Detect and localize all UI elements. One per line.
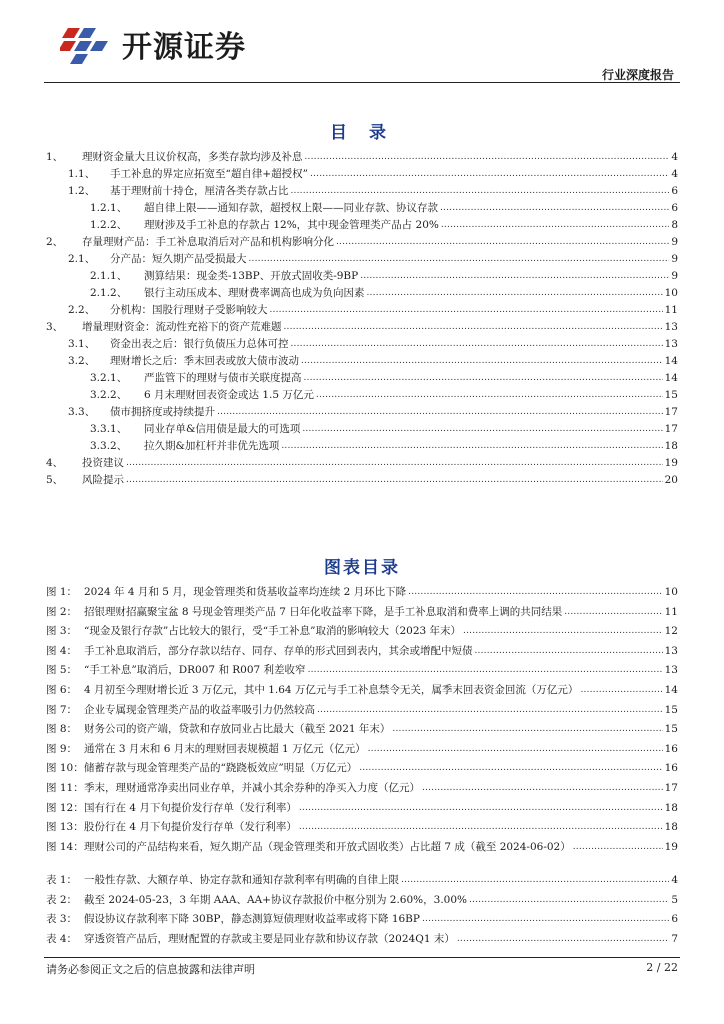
entry-page: 15 [664,389,678,401]
leader-dots [457,931,669,946]
entry-page: 13 [664,338,678,350]
logo-mark-icon [60,24,116,64]
page-indicator: 2 / 22 [646,961,678,974]
entry-number: 2.1、 [68,253,96,265]
entry-title: 增量理财资金：流动性充裕下的资产荒难题 [82,321,282,333]
toc-title: 目 录 [330,123,394,143]
entry-title: 银行主动压成本、理财费率调高也成为负向因素 [144,287,365,299]
figure-entry[interactable] [46,742,678,756]
entry-number: 2、 [46,236,64,248]
entry-title: 4 月初至今理财增长近 3 万亿元，其中 1.64 万亿元与手工补息禁令无关，属季末回表资金回流（万亿元） [84,684,579,696]
brand-name: 开源证券 [122,30,246,65]
entry-page: 13 [664,321,678,333]
leader-dots [308,662,663,677]
footer-divider [44,957,680,958]
leader-dots [291,183,670,198]
toc-entry[interactable] [68,167,678,181]
toc-entry[interactable] [68,252,678,266]
entry-number: 3.2.2、 [90,389,128,401]
leader-dots [392,721,662,736]
leader-dots [475,643,663,658]
leader-dots [336,234,669,249]
entry-number: 图 1： [46,586,78,598]
entry-page: 17 [664,782,678,794]
entry-page: 7 [671,932,678,945]
figure-entry[interactable] [46,722,678,736]
table-entry[interactable] [46,932,678,946]
entry-title: 同业存单&信用债是最大的可选项 [144,423,301,435]
entry-title: 基于理财前十持仓，厘清各类存款占比 [110,185,289,197]
entry-title: “现金及银行存款”占比较大的银行，受“手工补息”取消的影响较大（2023 年末） [84,625,462,638]
entry-page: 6 [671,185,678,197]
entry-page: 19 [664,457,678,469]
leader-dots [301,353,663,368]
entry-number: 表 4： [46,932,78,945]
entry-page: 15 [664,723,678,736]
leader-dots [317,702,663,717]
table-entry[interactable] [46,912,678,926]
entry-title: 储蓄存款与现金管理类产品的“跷跷板效应”明显（万亿元） [84,762,358,775]
entry-title: 存量理财产品：手工补息取消后对产品和机构影响分化 [82,236,334,248]
toc-entry[interactable] [68,337,678,351]
toc-entry[interactable] [90,388,678,402]
footer-disclaimer: 请务必参阅正文之后的信息披露和法律声明 [46,963,255,976]
entry-title: 超自律上限——通知存款，超授权上限——同业存款、协议存款 [144,202,438,214]
entry-number: 1.1、 [68,168,96,180]
leader-dots [422,911,669,926]
entry-number: 图 5： [46,664,78,677]
table-entry[interactable] [46,873,678,887]
entry-number: 3.3.2、 [90,440,128,452]
entry-title: 2024 年 4 月和 5 月，现金管理类和货基收益率均连续 2 月环比下降 [84,586,407,598]
entry-number: 图 9： [46,742,78,755]
leader-dots [299,819,663,834]
entry-page: 17 [664,406,678,418]
entry-title: 理财涉及手工补息的存款占 12%，其中现金管理类产品占 20% [144,219,439,231]
figure-entry[interactable] [46,624,678,638]
leader-dots [217,404,663,419]
toc-entry[interactable] [90,286,678,300]
brand-logo [60,22,246,66]
entry-title: 理财公司的产品结构来看，短久期产品（现金管理类和开放式固收类）占比超 7 成（截至 2024-06-02） [84,840,571,853]
entry-page: 19 [664,840,678,853]
entry-number: 5、 [46,474,64,486]
figure-entry[interactable] [46,663,678,677]
entry-number: 2.1.1、 [90,270,128,282]
leader-dots [441,217,669,232]
entry-number: 图 13： [46,821,84,834]
toc-entry[interactable] [68,303,678,317]
entry-page: 5 [671,893,678,906]
toc-entry[interactable] [90,201,678,215]
leader-dots [299,800,663,815]
figure-entry[interactable] [46,605,678,619]
entry-page: 17 [664,423,678,435]
entry-page: 10 [664,287,678,299]
figure-entry[interactable] [46,703,678,717]
figure-entry[interactable] [46,820,678,834]
entry-page: 16 [664,762,678,775]
toc-entry[interactable] [90,422,678,436]
toc-entry[interactable] [46,320,678,334]
entry-page: 4 [671,874,678,886]
leader-dots [564,604,662,619]
entry-page: 6 [671,202,678,214]
entry-page: 14 [664,372,678,384]
entry-page: 18 [664,801,678,814]
entry-page: 4 [671,168,678,180]
entry-number: 图 2： [46,605,78,618]
entry-title: 投资建议 [82,457,124,469]
leader-dots [126,455,663,470]
entry-number: 图 7： [46,703,78,716]
leader-dots [281,438,662,453]
entry-number: 3.3.1、 [90,423,128,435]
entry-title: 6 月末理财回表资金或达 1.5 万亿元 [144,389,314,401]
entry-page: 12 [664,625,678,638]
entry-title: 通常在 3 月末和 6 月末的理财回表规模超 1 万亿元（亿元） [84,742,366,755]
figure-entry[interactable] [46,801,678,815]
toc-entry[interactable] [90,218,678,232]
entry-number: 3.1、 [68,338,96,350]
entry-number: 图 3： [46,625,78,638]
entry-page: 9 [671,270,678,282]
entry-page: 9 [671,253,678,265]
toc-entry[interactable] [46,235,678,249]
entry-page: 13 [664,664,678,677]
entry-title: 股份行在 4 月下旬提价发行存单（发行利率） [84,821,297,834]
leader-dots [422,780,663,795]
leader-dots [367,285,663,300]
entry-title: 手工补息的界定应拓宽至“超自律+超授权” [110,168,309,180]
entry-page: 16 [664,742,678,755]
entry-title: 分产品：短久期产品受损最大 [110,253,247,265]
leader-dots [360,268,669,283]
leader-dots [368,741,663,756]
entry-title: 理财资金量大且议价权高，多类存款均涉及补息 [82,151,303,163]
figure-entry[interactable] [46,781,678,795]
entry-page: 10 [664,586,678,598]
leader-dots [304,370,663,385]
entry-number: 1.2.1、 [90,202,128,214]
header-divider [44,82,680,83]
entry-title: 企业专属现金管理类产品的收益率吸引力仍然较高 [84,703,315,716]
entry-number: 2.2、 [68,304,96,316]
toc-entry[interactable] [90,371,678,385]
entry-number: 图 6： [46,684,78,696]
toc-entry[interactable] [46,150,678,164]
entry-page: 8 [671,219,678,231]
toc-entry[interactable] [90,439,678,453]
figure-entry[interactable] [46,585,678,599]
entry-number: 图 14： [46,840,84,853]
figure-entry[interactable] [46,840,678,854]
entry-number: 图 4： [46,644,78,657]
leader-dots [316,387,663,402]
entry-title: 理财增长之后：季末回表或放大债市波动 [110,355,299,367]
entry-title: 资金出表之后：银行负债压力总体可控 [110,338,289,350]
entry-title: 债市拥挤度或持续提升 [110,406,215,418]
figure-entry[interactable] [46,761,678,775]
entry-page: 15 [664,703,678,716]
leader-dots [305,149,670,164]
leader-dots [270,302,663,317]
entry-page: 18 [664,821,678,834]
figures-title: 图表目录 [324,558,400,578]
entry-number: 图 11： [46,782,84,794]
toc-entry[interactable] [68,184,678,198]
entry-page: 9 [671,236,678,248]
leader-dots [408,584,662,599]
entry-title: 拉久期&加杠杆并非优先选项 [144,440,280,452]
figure-entry[interactable] [46,644,678,658]
entry-title: 风险提示 [82,474,124,486]
figure-entry[interactable] [46,683,678,697]
toc-entry[interactable] [68,405,678,419]
toc-entry[interactable] [46,456,678,470]
entry-title: “手工补息”取消后，DR007 和 R007 利差收窄 [84,664,306,677]
leader-dots [291,336,663,351]
leader-dots [440,200,669,215]
entry-page: 14 [664,355,678,367]
entry-page: 11 [664,605,678,618]
table-entry[interactable] [46,893,678,907]
entry-page: 13 [664,644,678,657]
entry-title: 手工补息取消后，部分存款以结存、同存、存单的形式回到表内，其余或增配中短债 [84,644,473,657]
entry-page: 20 [664,474,678,486]
entry-page: 4 [671,151,678,163]
leader-dots [284,319,663,334]
report-type: 行业深度报告 [601,68,674,82]
leader-dots [463,623,663,638]
entry-number: 图 12： [46,801,84,814]
leader-dots [573,839,663,854]
entry-number: 1.2.2、 [90,219,128,231]
entry-page: 14 [664,684,678,696]
entry-title: 一般性存款、大额存单、协定存款和通知存款利率有明确的自律上限 [84,874,399,886]
entry-title: 季末，理财通常净卖出同业存单，并减小其余券种的净买入力度（亿元） [84,782,420,794]
entry-title: 严监管下的理财与债市关联度提高 [144,372,302,384]
entry-title: 财务公司的资产端，贷款和存放同业占比最大（截至 2021 年末） [84,723,391,736]
entry-title: 截至 2024-05-23，3 年期 AAA、AA+协议存款报价中枢分别为 2.60%，3.00% [84,893,467,906]
leader-dots [359,760,662,775]
entry-number: 图 10： [46,762,84,775]
leader-dots [310,166,669,181]
entry-number: 表 3： [46,913,78,926]
entry-number: 4、 [46,457,64,469]
entry-title: 招银理财招赢聚宝盆 8 号现金管理类产品 7 日年化收益率下降，是手工补息取消和费率上调的共同结果 [84,605,563,618]
leader-dots [580,682,662,697]
entry-title: 穿透资管产品后，理财配置的存款或主要是同业存款和协议存款（2024Q1 末） [84,932,455,945]
entry-number: 表 1： [46,874,78,886]
entry-title: 测算结果：现金类-13BP、开放式固收类-9BP [144,270,359,282]
leader-dots [401,872,669,887]
leader-dots [126,472,663,487]
entry-number: 1、 [46,151,64,163]
leader-dots [302,421,662,436]
leader-dots [249,251,670,266]
entry-number: 3.2、 [68,355,96,367]
entry-number: 3、 [46,321,64,333]
entry-page: 11 [664,304,678,316]
leader-dots [469,892,669,907]
entry-number: 1.2、 [68,185,96,197]
entry-number: 图 8： [46,723,78,736]
entry-number: 2.1.2、 [90,287,128,299]
entry-number: 3.3、 [68,406,96,418]
entry-page: 6 [671,913,678,926]
entry-page: 18 [664,440,678,452]
toc-entry[interactable] [46,473,678,487]
toc-entry[interactable] [90,269,678,283]
entry-number: 3.2.1、 [90,372,128,384]
entry-title: 国有行在 4 月下旬提价发行存单（发行利率） [84,801,297,814]
entry-title: 假设协议存款利率下降 30BP，静态测算短债理财收益率或将下降 16BP [84,913,420,926]
entry-title: 分机构：国股行理财子受影响较大 [110,304,268,316]
entry-number: 表 2： [46,893,78,906]
toc-entry[interactable] [68,354,678,368]
